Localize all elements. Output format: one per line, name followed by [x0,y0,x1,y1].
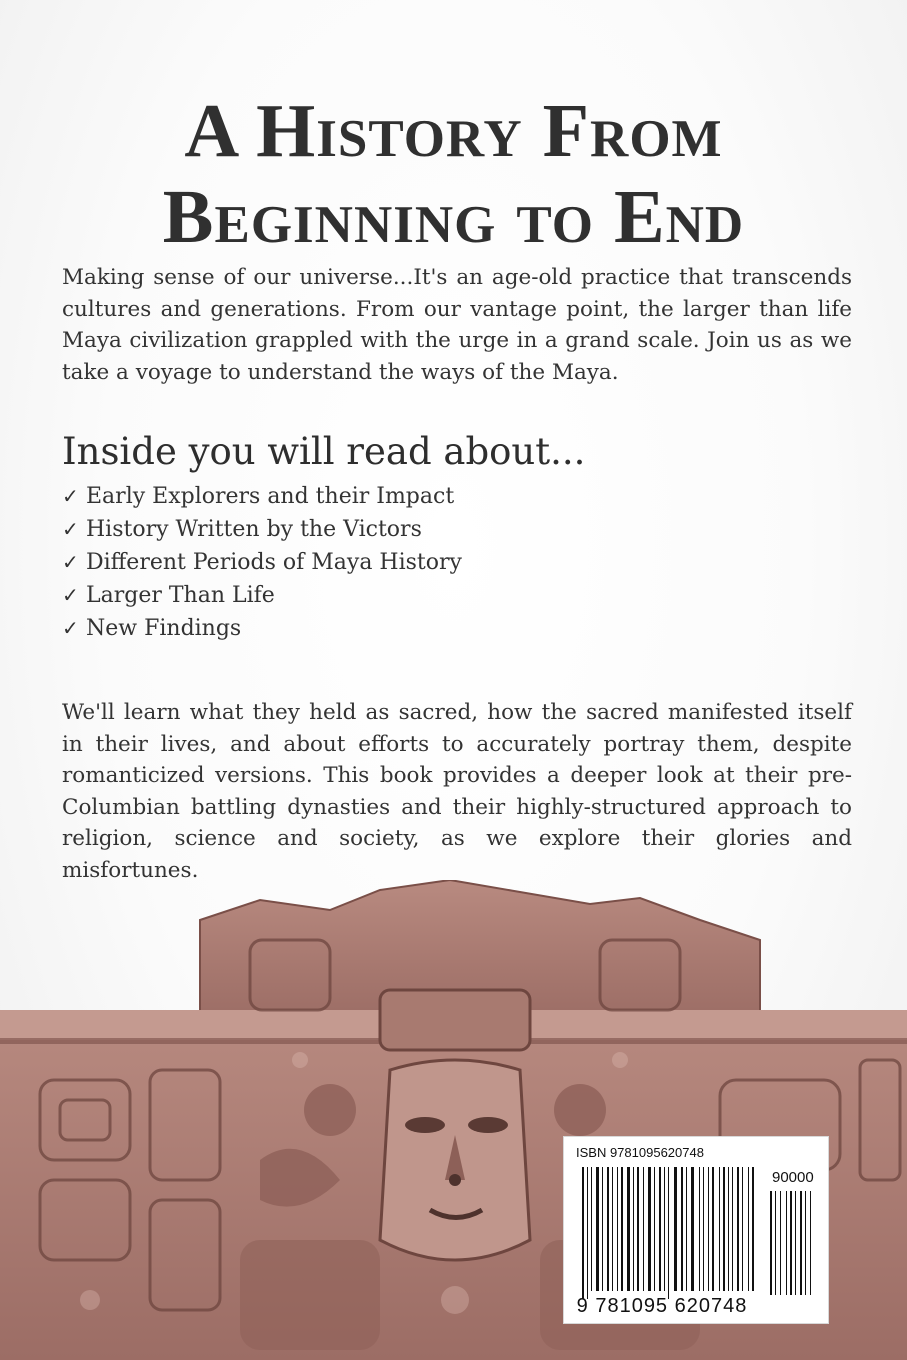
barcode-bar [719,1167,720,1291]
barcode-bar [607,1167,609,1291]
checkmark-icon: ✓ [62,616,79,640]
list-item [62,579,462,612]
topic-label: Larger Than Life [86,583,275,608]
barcode-addon-bar [795,1191,796,1295]
checkmark-icon: ✓ [62,583,79,607]
title-line-1: A History From [184,89,723,173]
barcode-bar [686,1167,687,1291]
barcode-addon-bar [790,1191,792,1295]
barcode-bar [699,1167,700,1291]
barcode-bar [617,1167,618,1291]
barcode-bar [728,1167,729,1291]
barcode-addon-bar [800,1191,802,1295]
barcode-addon-bar [780,1191,781,1295]
topic-label: History Written by the Victors [86,517,422,542]
barcode-bar [633,1167,634,1291]
barcode-bar [637,1167,639,1291]
barcode-bar [582,1167,584,1299]
checkmark-icon: ✓ [62,517,79,541]
barcode-bar [654,1167,655,1291]
barcode-addon-bar [805,1191,806,1295]
barcode-bar [742,1167,743,1291]
barcode-bar [659,1167,661,1291]
isbn-label: ISBN 9781095620748 [576,1145,704,1160]
list-item [62,480,462,513]
topic-label: Early Explorers and their Impact [86,484,455,509]
barcode-bar [648,1167,651,1291]
barcode-bar [643,1167,644,1291]
outro-paragraph: We'll learn what they held as sacred, how the sacred manifested itself in their lives, and about efforts to accurately portray them, despite romanticized versions. This book provides a deeper look at their pre-Columbian battling dynasties and their highly-structured approach to religion, science and society, as we explore their glories and misfortunes. [62,700,852,883]
barcode-bar [627,1167,630,1291]
checkmark-icon: ✓ [62,484,79,508]
barcode-bar [748,1167,749,1291]
barcode-addon-bar [810,1191,811,1295]
barcode-bar [737,1167,739,1291]
barcode-digits: 9 781095 620748 [576,1295,748,1317]
list-item [62,612,462,645]
title-line-2: Beginning to End [162,175,745,259]
barcode-addon-bar [770,1191,772,1295]
barcode-panel [563,1136,829,1324]
barcode-bar [691,1167,694,1291]
topic-label: Different Periods of Maya History [86,550,462,575]
barcode-addon-bar [786,1191,787,1295]
barcode-addon-bar [775,1191,776,1295]
price-code: 90000 [772,1169,814,1186]
barcode-bar [621,1167,623,1291]
checkmark-icon: ✓ [62,550,79,574]
cover-title [0,88,907,260]
barcode-bar [732,1167,733,1291]
barcode-bar [587,1167,588,1299]
barcode-bar [681,1167,683,1291]
topic-label: New Findings [86,616,242,641]
intro-paragraph: Making sense of our universe...It's an age-old practice that transcends cultures and generations. From our vantage point, the larger than life Maya civilization grappled with the urge in a grand scale. Join us as we take a voyage to understand the ways of the Maya. [62,265,852,385]
inside-heading: Inside you will read about... [62,430,586,473]
barcode-bar [664,1167,665,1291]
list-item [62,546,462,579]
barcode-bar [596,1167,599,1291]
barcode-bar [612,1167,613,1291]
topic-list [62,480,462,645]
barcode-bar [708,1167,709,1291]
barcode-bar [591,1167,592,1291]
barcode-bar [602,1167,603,1291]
barcode-bar [752,1167,754,1291]
barcode-bar [703,1167,704,1291]
barcode-bar [712,1167,714,1291]
list-item [62,513,462,546]
barcode-bar [674,1167,677,1291]
barcode-bar [668,1167,669,1299]
barcode-bar [723,1167,725,1291]
